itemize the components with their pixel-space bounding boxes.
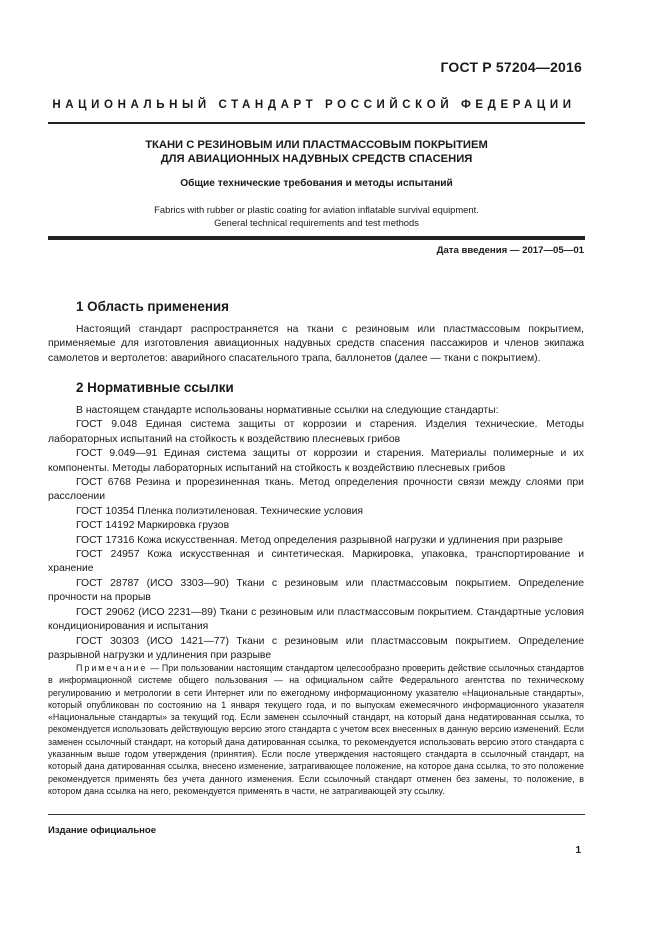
footer-divider [48,814,585,815]
page-number: 1 [575,845,581,856]
document-title [48,139,585,166]
reference-item: ГОСТ 9.048 Единая система защиты от коррозии и старения. Изделия технические. Методы лабораторных испытаний на стойкость к воздействию плесневых грибов [48,419,584,445]
introduction-date: Дата введения — 2017—05—01 [436,245,584,256]
section-body-references [48,404,584,663]
reference-item: ГОСТ 10354 Пленка полиэтиленовая. Технические условия [76,505,364,517]
reference-item: ГОСТ 29062 (ИСО 2231—89) Ткани с резиновым или пластмассовым покрытием. Стандартные условия кондиционирования и испытания [48,606,584,633]
reference-item: ГОСТ 17316 Кожа искусственная. Метод определения разрывной нагрузки и удлинения при разрыве [76,534,563,546]
title-line-2: ДЛЯ АВИАЦИОННЫХ НАДУВНЫХ СРЕДСТВ СПАСЕНИЯ [160,152,473,165]
paragraph: В настоящем стандарте использованы нормативные ссылки на следующие стандарты: [76,405,499,416]
reference-item: ГОСТ 24957 Кожа искусственная и синтетическая. Маркировка, упаковка, транспортирование и хранение [48,549,584,575]
reference-item: ГОСТ 14192 Маркировка грузов [76,520,230,532]
english-title-line-1: Fabrics with rubber or plastic coating for aviation inflatable survival equipment. [154,204,479,215]
title-divider [48,236,585,240]
note-paragraph [48,662,584,797]
reference-item: ГОСТ 30303 (ИСО 1421—77) Ткани с резиновым или пластмассовым покрытием. Определение разрывной нагрузки и удлинения при разрыве [48,635,584,661]
note-label: Примечание [76,663,148,673]
reference-item: ГОСТ 6768 Резина и прорезиненная ткань. Метод определения прочности связи между слоями при расслоении [48,477,584,503]
reference-item: ГОСТ 9.049—91 Единая система защиты от коррозии и старения. Материалы полимерные и их компоненты. Методы лабораторных испытаний на стойкость к воздействию плесневых грибов [48,448,584,474]
top-divider [48,122,585,124]
edition-label: Издание официальное [48,825,156,836]
english-title-line-2: General technical requirements and test methods [214,217,419,228]
english-title [48,203,585,229]
section-heading-references: 2 Нормативные ссылки [76,380,234,395]
paragraph: Настоящий стандарт распространяется на ткани с резиновым или пластмассовым покрытием, применяемые для изготовления авиационных надувных средств спасения пассажиров и членов экипажа самолетов и вертолетов: аварийного спасательного трапа, баллонетов (далее — ткани с покрытием). [48,324,584,364]
section-body-scope [48,323,584,366]
document-code: ГОСТ Р 57204—2016 [440,59,582,75]
reference-item: ГОСТ 28787 (ИСО 3303—90) Ткани с резиновым или пластмассовым покрытием. Определение прочности на прорыв [48,577,584,604]
section-heading-scope: 1 Область применения [76,299,229,314]
title-line-1: ТКАНИ С РЕЗИНОВЫМ ИЛИ ПЛАСТМАССОВЫМ ПОКРЫТИЕМ [145,139,488,151]
note-text: — При пользовании настоящим стандартом целесообразно проверить действие ссылочных стандартов в информационной системе общего пользования — на официальном сайте Федерального агентства по техническому регулированию и метрологии в сети Интернет или по ежегодному информационному указателю «Национальные стандарты», который опубликован по состоянию на 1 января текущего года, и по выпускам ежемесячного информационного указателя «Национальные стандарты» за текущий год. Если заменен ссылочный стандарт, на который дана недатированная ссылка, то рекомендуется использовать действующую версию этого стандарта с учетом всех внесенных в данную версию изменений. Если заменен ссылочный стандарт, на который дана датированная ссылка, то рекомендуется использовать версию этого стандарта с указанным выше годом утверждения (принятия). Если после утверждения настоящего стандарта в ссылочный стандарт, на который дана датированная ссылка, внесено изменение, затрагивающее положение, на которое дана ссылка, то это положение рекомендуется применять без учета данного изменения. Если ссылочный стандарт отменен без замены, то положение, в котором дана ссылка на него, рекомендуется применять в части, не затрагивающей эту ссылку. [48,663,584,796]
note-block [48,662,584,797]
document-subtitle: Общие технические требования и методы испытаний [180,178,453,189]
national-standard-banner: НАЦИОНАЛЬНЫЙ СТАНДАРТ РОССИЙСКОЙ ФЕДЕРАЦИИ [52,99,576,111]
